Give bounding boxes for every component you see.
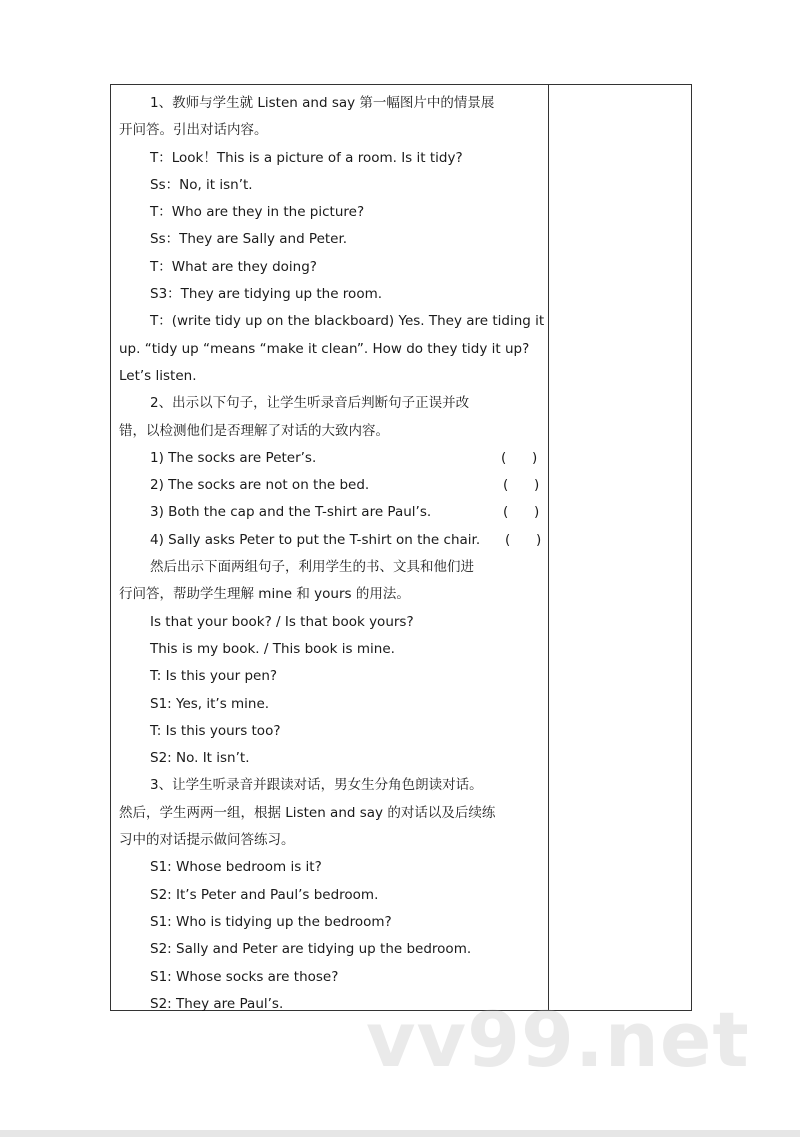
text-line bbox=[119, 390, 544, 417]
text-line bbox=[119, 663, 544, 690]
line-text: T: Is this your pen? bbox=[150, 668, 278, 685]
text-line bbox=[119, 800, 544, 827]
text-line bbox=[119, 363, 544, 390]
line-text: 然后出示下面两组句子，利用学生的书、文具和他们进 bbox=[150, 559, 474, 576]
line-text: 2、出示以下句子，让学生听录音后判断句子正误并改 bbox=[150, 395, 470, 412]
line-text: 习中的对话提示做问答练习。 bbox=[119, 832, 295, 849]
line-text: 3、让学生听录音并跟读对话，男女生分角色朗读对话。 bbox=[150, 777, 483, 794]
line-text: 3) Both the cap and the T-shirt are Paul’s. bbox=[150, 504, 432, 521]
line-text: 1、教师与学生就 Listen and say 第一幅图片中的情景展 bbox=[150, 95, 495, 111]
line-text: 行问答，帮助学生理解 mine 和 yours 的用法。 bbox=[119, 586, 410, 603]
line-text: Ss：They are Sally and Peter. bbox=[150, 231, 348, 248]
line-text: S1: Yes, it’s mine. bbox=[150, 695, 270, 712]
text-line bbox=[119, 172, 544, 199]
line-text: Let’s listen. bbox=[119, 367, 197, 384]
line-text: 4) Sally asks Peter to put the T-shirt on the chair. bbox=[150, 531, 481, 548]
text-line bbox=[119, 854, 544, 881]
line-text: S1: Whose socks are those? bbox=[150, 968, 339, 985]
text-line bbox=[119, 745, 544, 772]
text-line bbox=[119, 281, 544, 308]
text-line bbox=[119, 718, 544, 745]
line-text: T：What are they doing? bbox=[150, 258, 317, 275]
text-line bbox=[119, 609, 544, 636]
text-line bbox=[119, 418, 544, 445]
line-text: S2: Sally and Peter are tidying up the bedroom. bbox=[150, 941, 472, 958]
answer-blank: ( ) bbox=[503, 504, 540, 521]
line-text: S1: Who is tidying up the bedroom? bbox=[150, 913, 392, 930]
text-line bbox=[119, 772, 544, 799]
text-line bbox=[119, 554, 544, 581]
text-line bbox=[119, 691, 544, 718]
text-line bbox=[119, 636, 544, 663]
text-line bbox=[119, 199, 544, 226]
column-divider bbox=[548, 85, 549, 1010]
text-line bbox=[119, 308, 544, 335]
line-text: S2: It’s Peter and Paul’s bedroom. bbox=[150, 886, 379, 903]
line-text: 错，以检测他们是否理解了对话的大致内容。 bbox=[119, 422, 389, 439]
line-text: S3：They are tidying up the room. bbox=[150, 286, 383, 303]
line-text: Is that your book? / Is that book yours? bbox=[150, 613, 414, 630]
answer-blank: ( ) bbox=[501, 449, 538, 466]
line-text: This is my book. / This book is mine. bbox=[150, 640, 395, 657]
text-line bbox=[119, 254, 544, 281]
answer-blank: ( ) bbox=[503, 477, 540, 494]
page-bottom-edge bbox=[0, 1130, 800, 1137]
text-line bbox=[119, 336, 544, 363]
text-line bbox=[119, 964, 544, 991]
text-line bbox=[119, 909, 544, 936]
lesson-table bbox=[110, 84, 692, 1011]
text-line bbox=[119, 472, 544, 499]
line-text: T：Who are they in the picture? bbox=[150, 204, 365, 221]
text-line bbox=[119, 117, 544, 144]
lesson-procedure-cell bbox=[119, 90, 544, 1018]
line-text: up. “tidy up “means “make it clean”. How do they tidy it up? bbox=[119, 340, 530, 357]
text-line bbox=[119, 90, 544, 117]
line-text: 然后，学生两两一组，根据 Listen and say 的对话以及后续练 bbox=[119, 804, 496, 821]
text-line bbox=[119, 882, 544, 909]
watermark: vv99.net bbox=[366, 995, 750, 1084]
text-line bbox=[119, 936, 544, 963]
line-text: S2: They are Paul’s. bbox=[150, 995, 284, 1012]
line-text: T: Is this yours too? bbox=[150, 722, 281, 739]
text-line bbox=[119, 581, 544, 608]
text-line bbox=[119, 445, 544, 472]
text-line bbox=[119, 226, 544, 253]
text-line bbox=[119, 527, 544, 554]
line-text: 1) The socks are Peter’s. bbox=[150, 449, 317, 466]
line-text: S2: No. It isn’t. bbox=[150, 750, 250, 767]
line-text: T：(write tidy up on the blackboard) Yes. They are tiding it bbox=[150, 313, 545, 330]
line-text: Ss：No, it isn’t. bbox=[150, 176, 253, 193]
line-text: 2) The socks are not on the bed. bbox=[150, 477, 370, 494]
text-line bbox=[119, 145, 544, 172]
answer-blank: ( ) bbox=[505, 531, 542, 548]
line-text: S1: Whose bedroom is it? bbox=[150, 859, 322, 876]
line-text: T：Look！This is a picture of a room. Is it tidy? bbox=[150, 149, 463, 166]
text-line bbox=[119, 827, 544, 854]
line-text: 开问答。引出对话内容。 bbox=[119, 122, 268, 139]
text-line bbox=[119, 499, 544, 526]
